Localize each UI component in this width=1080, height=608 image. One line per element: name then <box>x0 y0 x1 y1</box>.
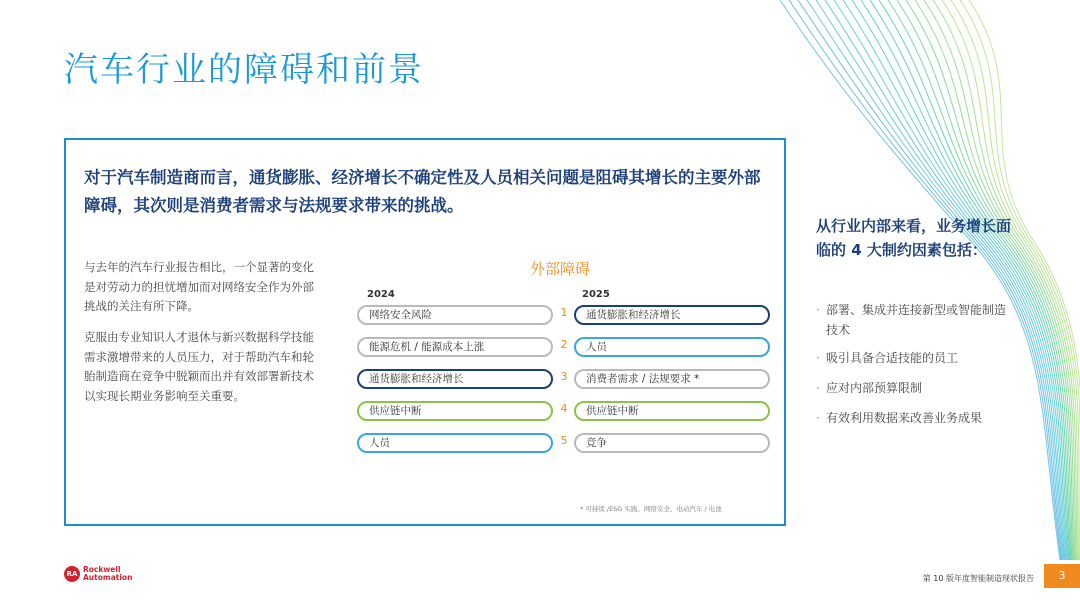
wave-line <box>852 0 1068 560</box>
bullet-icon: · <box>816 303 820 317</box>
wave-line <box>807 0 1063 560</box>
constraint-text: 有效利用数据来改善业务成果 <box>826 411 983 425</box>
constraint-list-item <box>816 378 1016 398</box>
bullet-icon: · <box>816 351 820 365</box>
wave-line <box>798 0 1062 560</box>
rank-number: 4 <box>560 402 568 415</box>
constraint-list-item <box>816 348 1016 368</box>
headline: 对于汽车制造商而言，通货膨胀、经济增长不确定性及人员相关问题是阻碍其增长的主要外部障碍，其次则是消费者需求与法规要求带来的挑战。 <box>84 168 761 215</box>
rank-number: 5 <box>560 434 568 447</box>
bullet-icon: · <box>816 381 820 395</box>
barrier-pill-2025: 消费者需求 / 法规要求 * <box>574 369 770 389</box>
logo-line: Rockwell <box>83 565 121 574</box>
wave-line <box>915 0 1075 560</box>
barrier-pill-2024: 人员 <box>357 433 553 453</box>
constraint-text: 吸引具备合适技能的员工 <box>826 351 959 365</box>
barrier-pill-2024: 供应链中断 <box>357 401 553 421</box>
side-heading: 从行业内部来看，业务增长面临的 4 大制约因素包括： <box>816 217 1012 259</box>
logo-line: Automation <box>83 573 133 582</box>
rockwell-logo <box>64 566 132 582</box>
constraint-text: 部署、集成并连接新型或智能制造技术 <box>826 303 1007 337</box>
barrier-pill-2025: 通货膨胀和经济增长 <box>574 305 770 325</box>
chart-title: 外部障碍 <box>529 260 590 278</box>
year-label-2024: 2024 <box>367 289 395 300</box>
chart-footnote: * 可持续 /ESG 实践、网络安全、电动汽车 / 电池 <box>580 505 722 513</box>
barrier-pill-2025: 供应链中断 <box>574 401 770 421</box>
wave-line <box>816 0 1064 560</box>
logo-text <box>83 566 132 582</box>
barrier-pill-2024: 通货膨胀和经济增长 <box>357 369 553 389</box>
page-title: 汽车行业的障碍和前景 <box>64 50 424 90</box>
footer-report-title: 第 10 版年度智能制造现状报告 <box>922 574 1034 583</box>
body-paragraph: 与去年的汽车行业报告相比，一个显著的变化是对劳动力的担忧增加而对网络安全作为外部挑战的关注有所下降。 <box>84 260 314 313</box>
rank-number: 3 <box>560 370 568 383</box>
body-paragraph: 克服由专业知识人才退休与新兴数据科学技能需求激增带来的人员压力，对于帮助汽车和轮胎制造商在竞争中脱颖而出并有效部署新技术以实现长期业务影响至关重要。 <box>84 330 314 403</box>
constraint-list-item <box>816 408 1016 428</box>
barrier-pill-2025: 人员 <box>574 337 770 357</box>
barrier-pill-2024: 网络安全风险 <box>357 305 553 325</box>
constraint-text: 应对内部预算限制 <box>826 381 923 395</box>
page-number: 3 <box>1044 564 1080 588</box>
constraint-list-item <box>816 300 1016 340</box>
logo-mark-icon: RA <box>64 566 80 582</box>
bullet-icon: · <box>816 411 820 425</box>
barrier-pill-2025: 竞争 <box>574 433 770 453</box>
year-label-2025: 2025 <box>582 289 610 300</box>
rank-number: 2 <box>560 338 568 351</box>
rank-number: 1 <box>560 306 568 319</box>
barrier-pill-2024: 能源危机 / 能源成本上涨 <box>357 337 553 357</box>
